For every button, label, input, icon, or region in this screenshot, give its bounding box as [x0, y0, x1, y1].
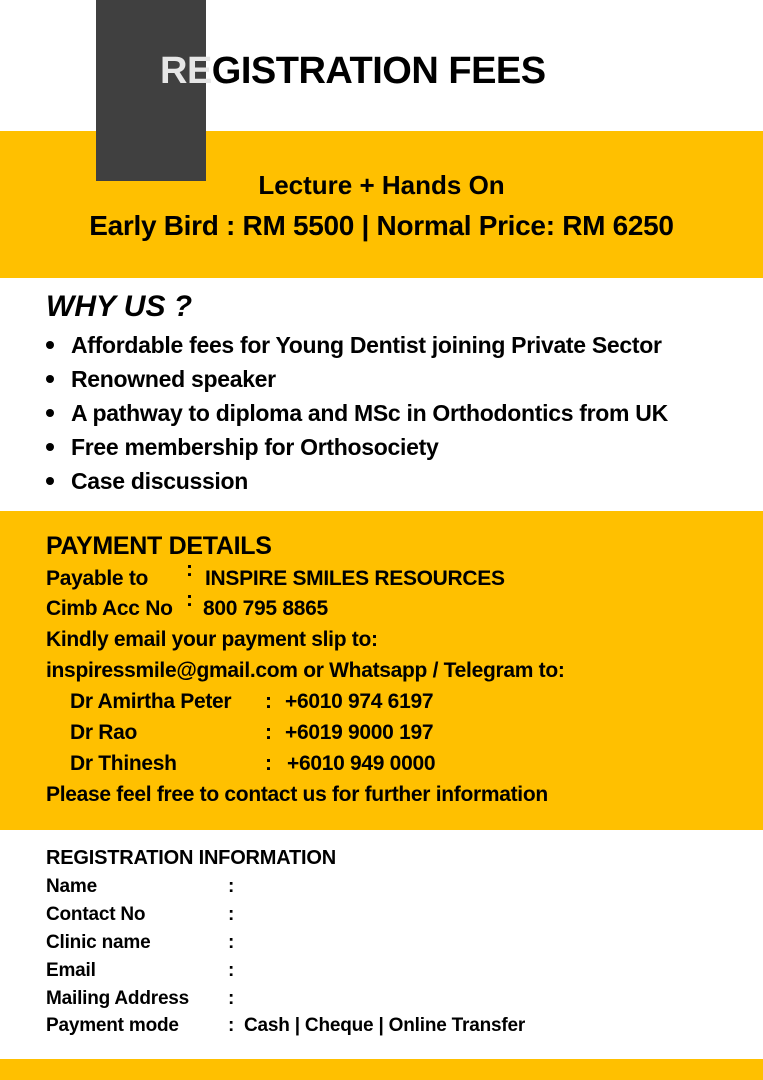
payment-footer: Please feel free to contact us for further information: [46, 783, 548, 806]
why-us-title: WHY US ?: [46, 290, 193, 323]
field-label: Contact No: [46, 904, 146, 925]
field-label: Email: [46, 960, 96, 981]
separator: :: [265, 690, 272, 713]
payable-value: INSPIRE SMILES RESOURCES: [205, 567, 505, 590]
fee-package: Lecture + Hands On: [258, 170, 505, 200]
payment-title: PAYMENT DETAILS: [46, 532, 272, 560]
separator: :: [228, 1015, 235, 1036]
fee-prices: Early Bird : RM 5500 | Normal Price: RM 6250: [89, 210, 674, 241]
field-label: Name: [46, 876, 97, 897]
why-us-list: [46, 330, 668, 500]
contact-name: Dr Rao: [70, 721, 138, 744]
separator: :: [186, 588, 193, 611]
field-label: Clinic name: [46, 932, 151, 953]
field-label: Mailing Address: [46, 988, 190, 1009]
registration-title: REGISTRATION INFORMATION: [46, 847, 336, 869]
acc-value: 800 795 8865: [203, 597, 328, 620]
separator: :: [228, 876, 235, 897]
list-item: Free membership for Orthosociety: [46, 432, 668, 466]
field-clinic-name[interactable]: [244, 932, 544, 954]
contact-phone: +6010 974 6197: [285, 690, 434, 713]
list-item: Affordable fees for Young Dentist joining Private Sector: [46, 330, 668, 364]
field-payment-mode: Cash | Cheque | Online Transfer: [244, 1015, 526, 1036]
list-item: Case discussion: [46, 466, 668, 500]
footer-band: [0, 1059, 763, 1080]
contact-name: Dr Amirtha Peter: [70, 690, 232, 713]
email-instruction: Kindly email your payment slip to:: [46, 628, 378, 651]
bullet-icon: [46, 375, 54, 383]
separator: :: [186, 558, 193, 581]
separator: :: [228, 960, 235, 981]
separator: :: [228, 932, 235, 953]
title-prefix: RE: [160, 50, 212, 92]
bullet-icon: [46, 477, 54, 485]
field-mailing-address[interactable]: [244, 988, 544, 1010]
contact-instruction: [46, 659, 565, 683]
contact-phone: +6019 9000 197: [285, 721, 434, 744]
acc-label: Cimb Acc No: [46, 597, 173, 620]
bullet-icon: [46, 443, 54, 451]
contact-phone: +6010 949 0000: [287, 752, 436, 775]
field-contact-no[interactable]: [244, 904, 544, 926]
list-item: A pathway to diploma and MSc in Orthodontics from UK: [46, 398, 668, 432]
email-link[interactable]: inspiressmile@gmail.com or Whatsapp / Telegram to:: [46, 659, 565, 682]
title-rest: GISTRATION FEES: [211, 50, 546, 92]
list-item: Renowned speaker: [46, 364, 668, 398]
bullet-icon: [46, 341, 54, 349]
field-email[interactable]: [244, 960, 544, 982]
bullet-icon: [46, 409, 54, 417]
payable-label: Payable to: [46, 567, 149, 590]
page-title: [160, 50, 546, 93]
contact-name: Dr Thinesh: [70, 752, 177, 775]
separator: :: [228, 904, 235, 925]
separator: :: [265, 721, 272, 744]
separator: :: [265, 752, 272, 775]
separator: :: [228, 988, 235, 1009]
field-name[interactable]: [244, 876, 544, 898]
field-label: Payment mode: [46, 1015, 179, 1036]
